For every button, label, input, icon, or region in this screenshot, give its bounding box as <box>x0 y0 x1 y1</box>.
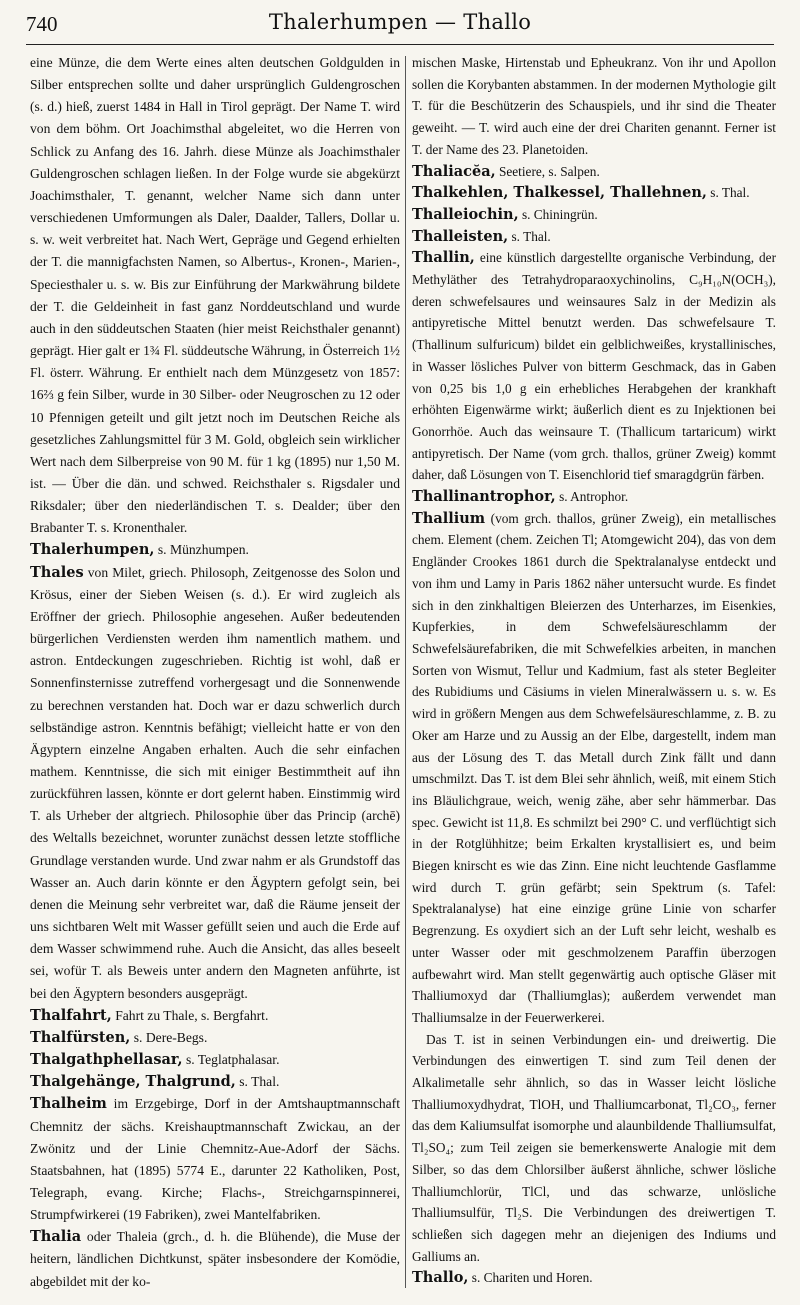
entry-headword: Thallinantrophor, <box>412 488 556 506</box>
entry-headword: Thalgehänge, Thalgrund, <box>30 1073 236 1091</box>
entry-headword: Thalheim <box>30 1095 107 1113</box>
entry-headword: Thales <box>30 563 84 581</box>
entry-text: Das T. ist in seinen Verbindungen ein- und dreiwertig. Die Verbindungen des einwertigen T. sind zum Teil denen der Alkalimetalle sehr ähnlich, so das in Wasser leicht lösliche Thalliumoxydhydrat, TlOH, und Thalliumcarbonat, Tl₂CO₃, ferner das dem Kaliumsulfat isomorphe und alaunbildende Thalliumsulfat, Tl₂SO₄; zum Teil zeigen sie bemerkenswerte Analogie mit dem Silber, so das dem Chlorsilber äußerst ähnliche, schwer lösliche Thalliumchlorür, TlCl, und das schwarze, unlösliche Thalliumsulfür, Tl₂S. Die Verbindungen des dreiwertigen T. schließen sich dagegen mehr an diejenigen des Indiums und Galliums an. <box>412 1031 776 1264</box>
dictionary-entry <box>30 539 400 561</box>
entry-headword: Thalia <box>30 1228 82 1246</box>
entry-text: Fahrt zu Thale, s. Bergfahrt. <box>115 1007 269 1023</box>
dictionary-entry <box>412 204 776 226</box>
entry-headword: Thallo, <box>412 1269 469 1287</box>
dictionary-entry <box>30 1027 400 1049</box>
entry-text: mischen Maske, Hirtenstab und Epheukranz. Von ihr und Apollon sollen die Korybanten abstammen. In der modernen Mythologie gilt T. für die Beschützerin des Schauspiels, und ihr sind die Theater geweiht. — T. wird auch eine der drei Chariten genannt. Ferner ist T. der Name des 23. Planetoiden. <box>412 55 776 157</box>
dictionary-entry <box>412 161 776 183</box>
entry-headword: Thalfahrt, <box>30 1006 112 1024</box>
dictionary-entry <box>30 52 400 539</box>
dictionary-entry <box>412 1267 776 1289</box>
dictionary-entry <box>412 1029 776 1268</box>
entry-headword: Thallin, <box>412 249 475 267</box>
entry-headword: Thalerhumpen, <box>30 541 155 559</box>
dictionary-entry <box>412 226 776 248</box>
entry-text: s. Teglatphalasar. <box>185 1052 280 1068</box>
entry-text: oder Thaleia (grch., d. h. die Blühende), die Muse der heitern, ländlichen Dichtkunst, später insbesondere der Komödie, abgebildet mit der ko- <box>30 1229 401 1289</box>
entry-text: Seetiere, s. Salpen. <box>498 163 600 179</box>
page-number: 740 <box>26 12 58 36</box>
dictionary-entry <box>30 1071 400 1093</box>
entry-headword: Thalgathphellasar, <box>30 1051 183 1069</box>
entry-text: s. Thal. <box>710 185 750 201</box>
dictionary-entry <box>30 1005 400 1027</box>
entry-text: s. Antrophor. <box>559 489 629 505</box>
entry-headword: Thaliacĕa, <box>412 162 496 180</box>
dictionary-entry <box>30 1226 400 1292</box>
dictionary-entry <box>30 1049 400 1071</box>
dictionary-entry <box>412 508 776 1029</box>
entry-text: eine künstlich dargestellte organische Verbindung, der Methyläther des Tetrahydroparaoxychinolins, C₉H₁₀N(OCH₃), deren schwefelsaures und weinsaures Salz in der Medizin als antipyretische Mittel benutzt werden. Das schwefelsaure T. (Thallinum sulfuricum) bildet ein gelblichweißes, krystallinisches, in Wasser lösliches Pulver von bitterm Geschmack, das in Gaben von 0,25 bis 1,0 g ein erhebliches Herabgehen der krankhaft erhöhten Eigenwärme wirkt; äußerlich dient es zu Injektionen bei Gonorrhöe. Auch das weinsaure T. (Thallicum tartaricum) wirkt antipyretisch. Der Name (vom grch. thallos, grüner Zweig) kommt daher, daß Lösungen von T. Eisenchlorid tief smaragdgrün färben. <box>412 250 777 483</box>
entry-text: von Milet, griech. Philosoph, Zeitgenosse des Solon und Krösus, einer der Sieben Weisen (s. d.). Er wird zugleich als Eröffner der griech. Philosophie angesehen. Außer bedeutenden bürgerlichen Verdiensten werden ihm namentlich mathem. und astron. Entdeckungen zugeschrieben. Richtig ist wohl, daß er Sonnenfinsternisse zutreffend vorhergesagt und die Sonnenwende zu berechnen verstanden hat. Doch war er dazu schwerlich durch selbständige astron. Kenntnis befähigt; vielleicht hatte er von den Ägyptern einzelne Angaben erhalten. Auch die sehr einfachen mathem. Kenntnisse, die sich mit einiger Bestimmtheit auf ihn zurückführen lassen, könnte er dort gelernt haben. Einstimmig wird T. als Urheber der altgriech. Philosophie über das Princip (archē) des Weltalls bezeichnet, worunter zunächst dessen letzte stoffliche Grundlage verstanden wurde. Und zwar nahm er als Grundstoff das Wasser an. Auch darin könnte er den Ägyptern gefolgt sein, bei denen die Meinung sehr verbreitet war, daß die Räume jenseit der uns sichtbaren Welt mit Wasser gefüllt seien und auch die Erde auf dem Wasser schwimmend ruhe. Auch die Ansicht, das alles beseelt sei, wofür T. als Beweis unter andern den Magneten anführte, ist bei den Ägyptern besonders ausgeprägt. <box>30 564 400 1001</box>
running-title: Thalerhumpen — Thallo <box>268 10 532 34</box>
entry-text: s. Münzhumpen. <box>157 542 249 558</box>
page-header <box>26 10 774 45</box>
dictionary-entry <box>412 182 776 204</box>
entry-text: s. Thal. <box>511 228 551 244</box>
entry-headword: Thalfürsten, <box>30 1028 131 1046</box>
dictionary-entry <box>30 562 400 1005</box>
entry-headword: Thalleiochin, <box>412 205 519 223</box>
right-column <box>412 52 776 1289</box>
entry-headword: Thalkehlen, Thalkessel, Thallehnen, <box>412 184 707 202</box>
dictionary-entry <box>412 247 776 486</box>
entry-headword: Thalleisten, <box>412 227 509 245</box>
entry-text: im Erzgebirge, Dorf in der Amtshauptmannschaft Chemnitz der sächs. Kreishauptmannschaft Zwickau, an der Zwönitz und der Linie Chemnitz-Aue-Adorf der Sächs. Staatsbahnen, hat (1895) 5774 E., darunter 22 Katholiken, Post, Telegraph, evang. Kirche; Flachs-, Streichgarnspinnerei, Strumpfwirkerei (19 Fabriken), zwei Mantelfabriken. <box>30 1096 400 1223</box>
entry-text: s. Dere-Begs. <box>133 1029 208 1045</box>
dictionary-entry <box>412 486 776 508</box>
entry-headword: Thallium <box>412 509 486 527</box>
entry-text: s. Chariten und Horen. <box>471 1270 593 1286</box>
entry-text: (vom grch. thallos, grüner Zweig), ein metallisches chem. Element (chem. Zeichen Tl; Atomgewicht 204), das von dem Engländer Crookes 1861 durch die Spektralanalyse entdeckt und von ihm und Lamy in Paris 1862 näher untersucht wurde. Es findet sich in den zinkhaltigen Bleierzen des Unterharzes, im Eisenkies, Kupferkies, in dem Schwefelsäureschlamm der Schwefelsäurefabriken, die mit Schwefelkies arbeiten, in manchen Sorten von Wismut, Tellur und Kadmium, fast als steter Begleiter des Rubidiums und Cäsiums in vielen Mineralwässern u. s. w. Es wird in größern Mengen aus dem Schwefelsäureschlamme, z. B. zu Oker am Harze und zu Aussig an der Elbe, dargestellt, indem man aus der Lösung des T. das Metall durch Zink fällt und dann umschmilzt. Das T. ist dem Blei sehr ähnlich, weiß, mit einem Stich ins Bläulichgraue, weich, wenig zähe, aber sehr hämmerbar. Das spec. Gewicht ist 11,8. Es schmilzt bei 290° C. und verflüchtigt sich in der Rotglühhitze; beim Erkalten krystallisiert es, und beim Biegen knirscht es wie das Zinn. Eine nicht leuchtende Gasflamme wird durch T. grün gefärbt; sein Spektrum (s. Tafel: Spektralanalyse) hat eine einzige grüne Linie von scharfer Begrenzung. Es oxydiert sich an der Luft sehr leicht, weshalb es unter Wasser oder mit geschmolzenem Paraffin überzogen aufbewahrt wird. Man stellt gegenwärtig auch optische Gläser mit Thalliumoxyd dar (Thalliumglas); außerdem verwendet man Thalliumsalze in der Feuerwerkerei. <box>412 510 777 1025</box>
column-divider <box>405 56 406 1288</box>
dictionary-entry <box>412 52 776 161</box>
entry-text: eine Münze, die dem Werte eines alten deutschen Goldgulden in Silber entsprechen sollte und daher ursprünglich Guldengroschen (s. d.) hieß, zuerst 1484 in Hall in Tirol geprägt. Der Name T. wird von dem böhm. Ort Joachimsthal abgeleitet, wo die Herren von Schlick zu Anfang des 16. Jahrh. diese Münze als Joachimsthaler Guldengroschen schlagen ließen. In der Folge wurde sie abgekürzt Joachimsthaler, T. genannt, welcher Name sich dann unter verschiedenen Umformungen als Daler, Daalder, Tallers, Dollar u. s. w. weit verbreitet hat. Nach Wert, Gepräge und Gegend erhielten der T. die mannigfachsten Namen, so Albertus-, Kronen-, Marien-, Speciesthaler u. s. w. Bis zur Einführung der Markwährung bildete der T. die Geldeinheit in fast ganz Norddeutschland und wurde auch in den süddeutschen Staaten (hier meist Reichsthaler genannt) geprägt. Hier galt er 1¾ Fl. süddeutsche Währung, in Österreich 1½ Fl. österr. Währung. Er enthielt nach dem Münzgesetz von 1857: 16⅔ g fein Silber, wurde in 30 Silber- oder Neugroschen zu 12 oder 10 Pfennigen geteilt und gilt jetzt noch im Deutschen Reiche als gesetzliches Zahlungsmittel für 3 M. Gold, obgleich sein wirklicher Wert nach dem Silberpreise von 90 M. für 1 kg (1895) nur 1,50 M. ist. — Über die dän. und schwed. Reichsthaler s. Rigsdaler und Riksdaler; über den niederländischen T. s. Dealder; über den Brabanter T. s. Kronenthaler. <box>30 55 400 536</box>
entry-text: s. Chiningrün. <box>521 206 598 222</box>
dictionary-entry <box>30 1093 400 1226</box>
entry-text: s. Thal. <box>239 1074 280 1090</box>
left-column <box>30 52 400 1293</box>
